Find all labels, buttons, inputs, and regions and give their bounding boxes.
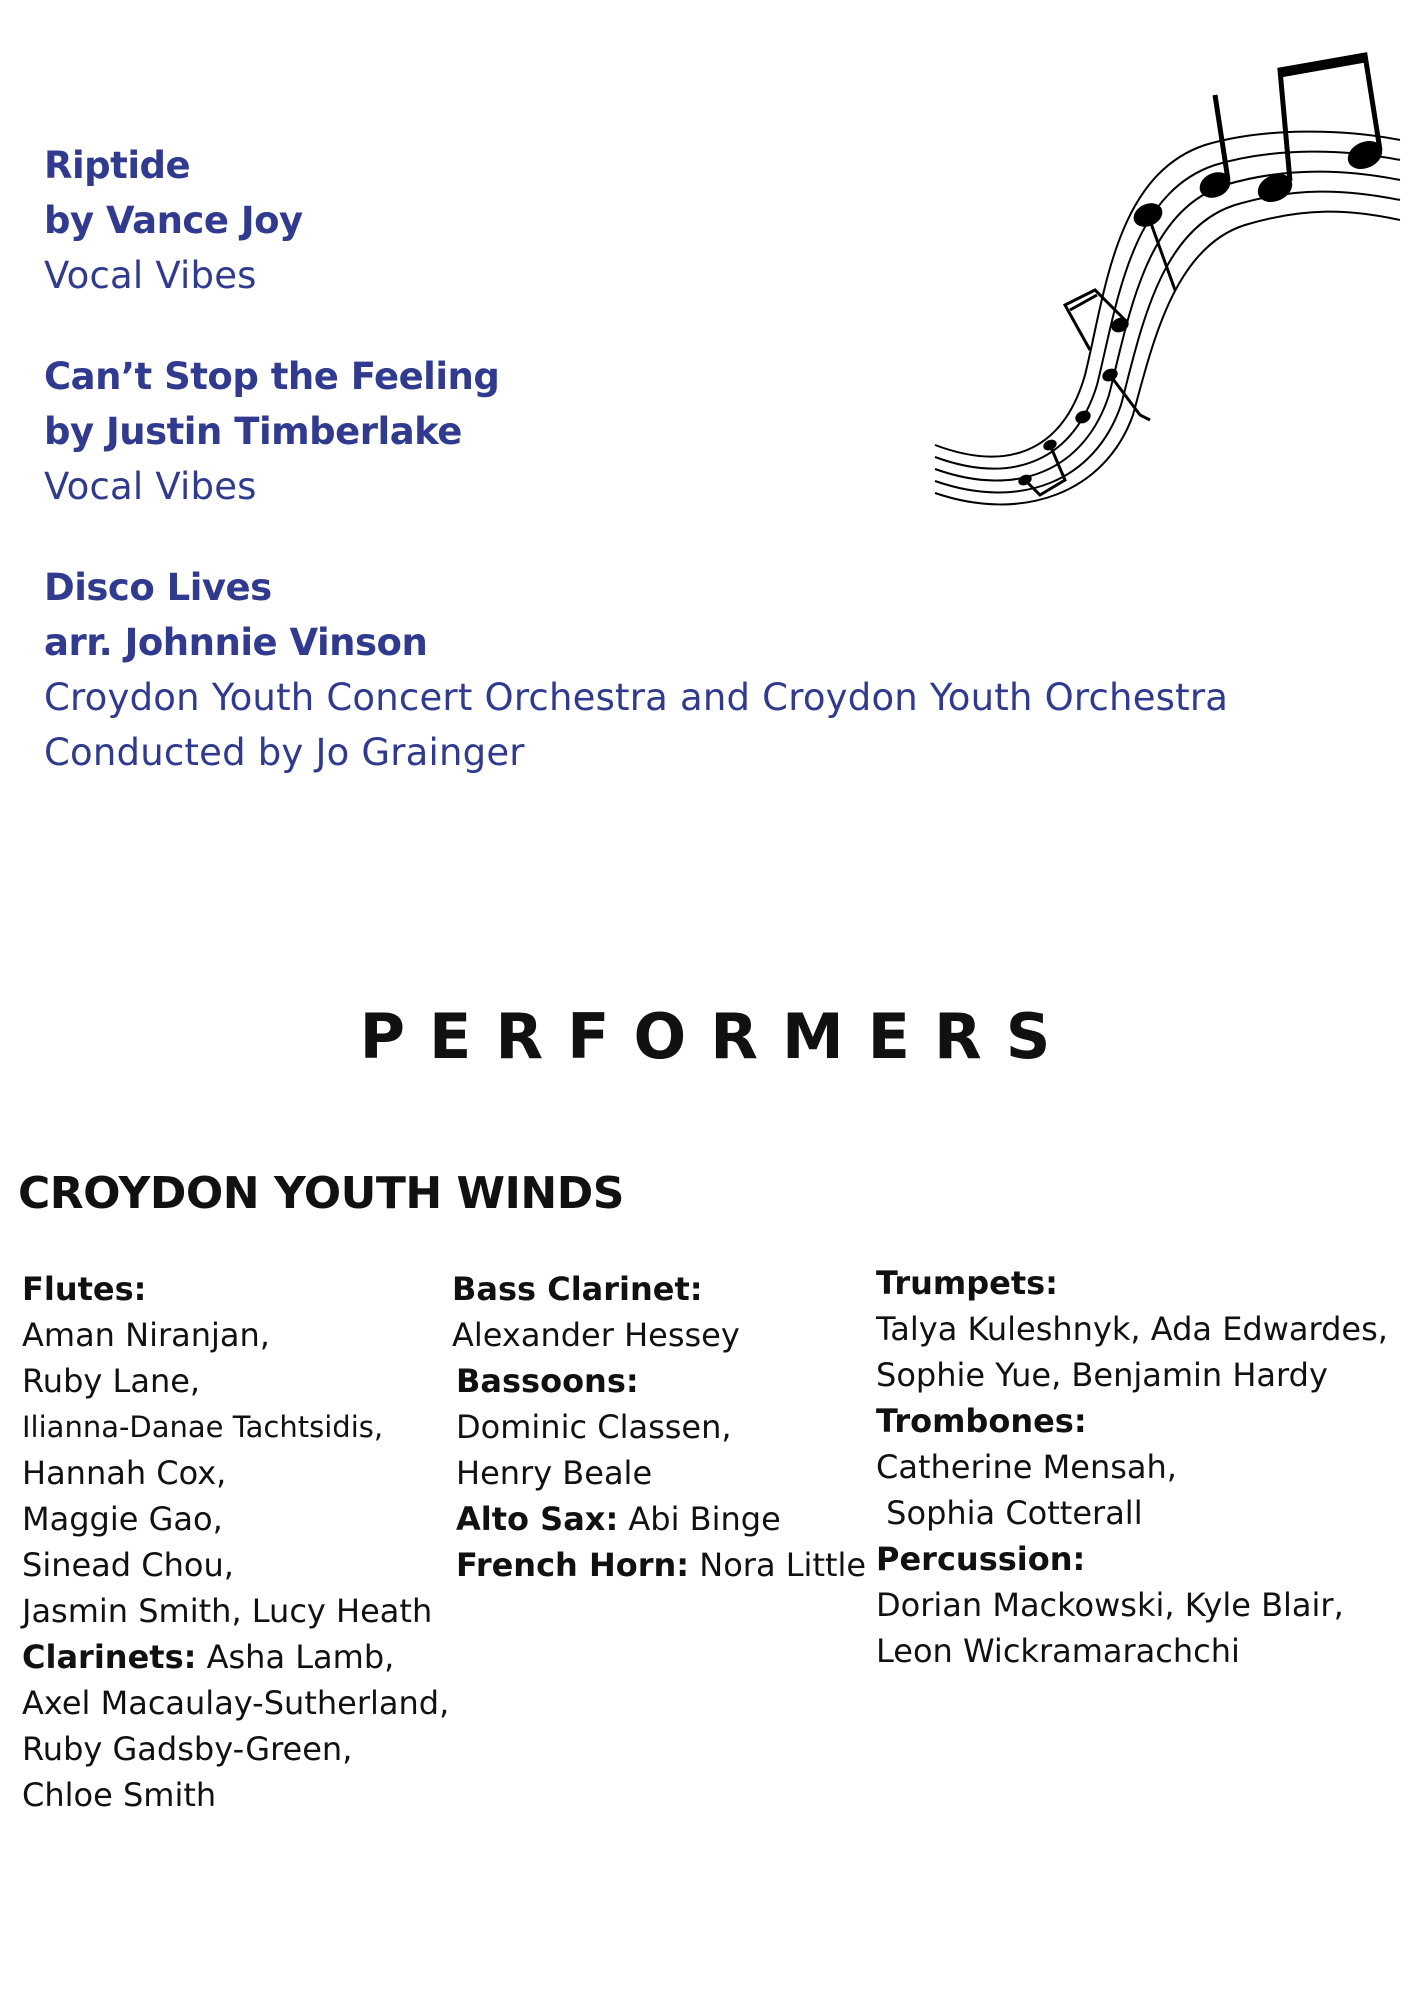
piece-title: Disco Lives bbox=[44, 566, 272, 609]
roster-line: Dominic Classen, bbox=[456, 1408, 732, 1446]
section-label-bassoons: Bassoons: bbox=[456, 1362, 639, 1400]
section-label-trombones: Trombones: bbox=[876, 1402, 1087, 1440]
piece-credit: arr. Johnnie Vinson bbox=[44, 621, 428, 664]
roster-column-1 bbox=[22, 1266, 449, 1818]
roster-line: Alexander Hessey bbox=[452, 1316, 740, 1354]
roster-line: Ruby Gadsby-Green, bbox=[22, 1730, 353, 1768]
roster-line: Axel Macaulay-Sutherland, bbox=[22, 1684, 450, 1722]
roster-line: Aman Niranjan, bbox=[22, 1316, 270, 1354]
roster-line: Sophie Yue, Benjamin Hardy bbox=[876, 1356, 1328, 1394]
clarinets-line bbox=[22, 1634, 449, 1680]
piece-performer: Vocal Vibes bbox=[44, 465, 257, 508]
roster-line: Leon Wickramarachchi bbox=[876, 1632, 1240, 1670]
section-label-alto-sax: Alto Sax: bbox=[456, 1500, 619, 1538]
roster-line: Asha Lamb, bbox=[196, 1638, 395, 1676]
roster-line: Ilianna-Danae Tachtsidis, bbox=[22, 1410, 384, 1444]
roster-line: Nora Little bbox=[689, 1546, 867, 1584]
piece-title: Riptide bbox=[44, 144, 191, 187]
music-staff-icon bbox=[925, 45, 1405, 535]
section-label-flutes: Flutes: bbox=[22, 1270, 147, 1308]
section-label-trumpets: Trumpets: bbox=[876, 1264, 1058, 1302]
piece-performer: Vocal Vibes bbox=[44, 254, 257, 297]
roster-line: Henry Beale bbox=[456, 1454, 653, 1492]
roster-line: Hannah Cox, bbox=[22, 1454, 227, 1492]
section-label-clarinets: Clarinets: bbox=[22, 1638, 197, 1676]
piece-conductor: Conducted by Jo Grainger bbox=[44, 731, 525, 774]
roster-line: Catherine Mensah, bbox=[876, 1448, 1177, 1486]
programme-item bbox=[44, 560, 1384, 780]
roster-line: Abi Binge bbox=[618, 1500, 781, 1538]
piece-credit: by Vance Joy bbox=[44, 199, 303, 242]
roster-column-3 bbox=[876, 1260, 1388, 1674]
roster-line: Sinead Chou, bbox=[22, 1546, 234, 1584]
section-label-french-horn: French Horn: bbox=[456, 1546, 690, 1584]
ensemble-title: CROYDON YOUTH WINDS bbox=[18, 1168, 624, 1219]
piece-performer: Croydon Youth Concert Orchestra and Croydon Youth Orchestra bbox=[44, 676, 1229, 719]
performers-heading: PERFORMERS bbox=[359, 1000, 1075, 1073]
roster-line: Dorian Mackowski, Kyle Blair, bbox=[876, 1586, 1344, 1624]
roster-line: Sophia Cotterall bbox=[876, 1494, 1143, 1532]
section-label-percussion: Percussion: bbox=[876, 1540, 1086, 1578]
roster-column-2 bbox=[452, 1266, 866, 1588]
piece-title: Can’t Stop the Feeling bbox=[44, 355, 500, 398]
french-horn-line bbox=[452, 1542, 866, 1588]
roster-line: Chloe Smith bbox=[22, 1776, 217, 1814]
roster-line: Ruby Lane, bbox=[22, 1362, 201, 1400]
piece-credit: by Justin Timberlake bbox=[44, 410, 462, 453]
alto-sax-line bbox=[452, 1496, 866, 1542]
section-label-bass-clarinet: Bass Clarinet: bbox=[452, 1270, 703, 1308]
roster-line: Talya Kuleshnyk, Ada Edwardes, bbox=[876, 1310, 1388, 1348]
roster-line: Jasmin Smith, Lucy Heath bbox=[22, 1592, 433, 1630]
roster-line: Maggie Gao, bbox=[22, 1500, 223, 1538]
